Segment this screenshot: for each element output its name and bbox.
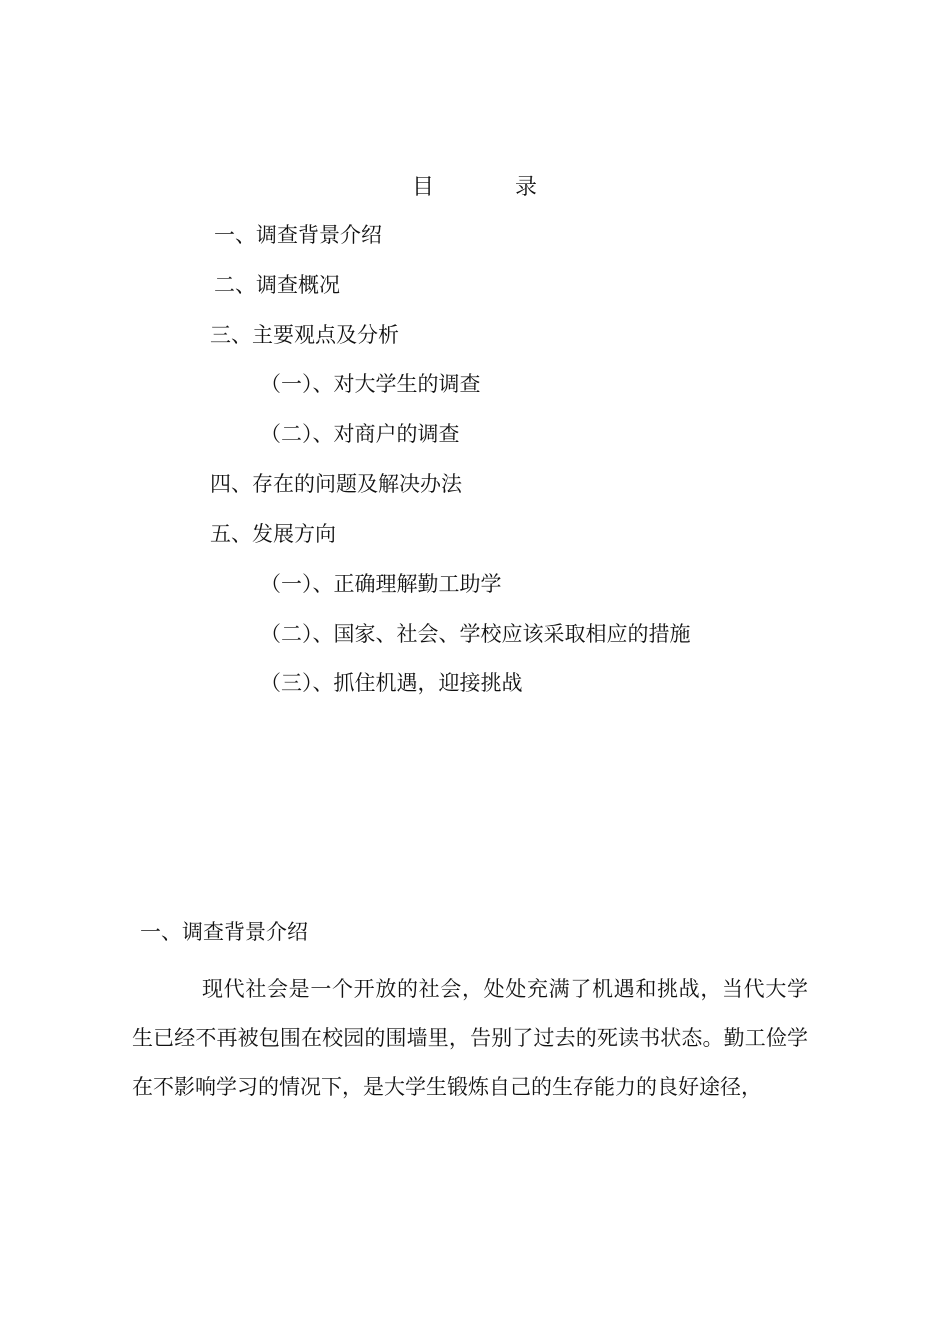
- toc-entry: 二、调查概况: [214, 273, 340, 297]
- toc-entry: 五、发展方向: [210, 522, 336, 546]
- toc-entry: 四、存在的问题及解决办法: [210, 472, 462, 496]
- toc-subentry: （三）、抓住机遇，迎接挑战: [260, 671, 523, 695]
- toc-title: 目 录: [412, 175, 538, 200]
- toc-subentry: （二）、对商户的调查: [260, 422, 460, 446]
- toc-subentry: （一）、正确理解勤工助学: [260, 572, 502, 596]
- body-paragraph: 现代社会是一个开放的社会，处处充满了机遇和挑战，当代大学生已经不再被包围在校园的围墙里，告别了过去的死读书状态。勤工俭学在不影响学习的情况下，是大学生锻炼自己的生存能力的良好途径，: [132, 977, 808, 1099]
- toc-entry: 一、调查背景介绍: [214, 223, 382, 247]
- toc-entry: 三、主要观点及分析: [210, 323, 399, 347]
- toc-subentry: （一）、对大学生的调查: [260, 372, 481, 396]
- toc-subentry: （二）、国家、社会、学校应该采取相应的措施: [260, 622, 691, 646]
- section-heading: 一、调查背景介绍: [140, 920, 308, 944]
